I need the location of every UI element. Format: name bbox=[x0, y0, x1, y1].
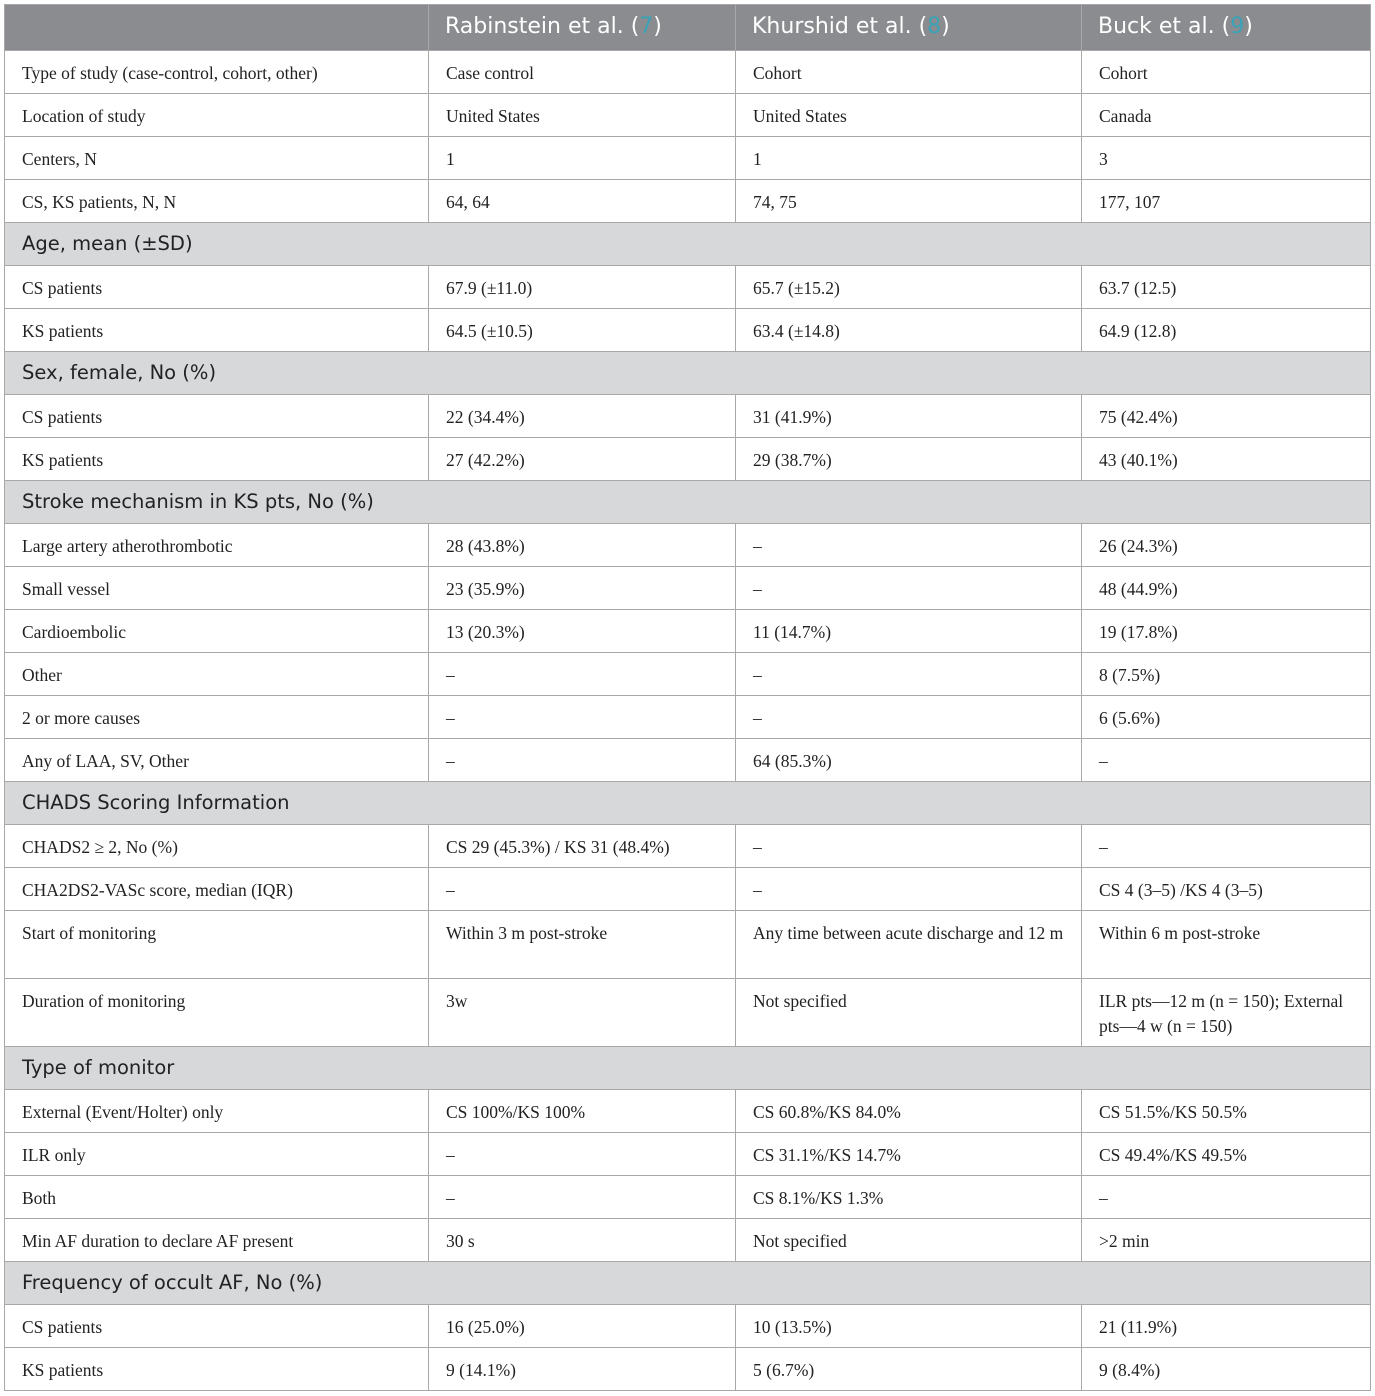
table-row bbox=[5, 309, 1371, 352]
table-row bbox=[5, 979, 1371, 1047]
row-label: Location of study bbox=[5, 94, 429, 137]
table-cell: 74, 75 bbox=[736, 180, 1082, 223]
study-comparison-table bbox=[4, 4, 1371, 1391]
header-study-buck bbox=[1082, 5, 1371, 51]
row-label: ILR only bbox=[5, 1133, 429, 1176]
row-label: KS patients bbox=[5, 309, 429, 352]
table-cell: – bbox=[429, 868, 736, 911]
table-cell: 10 (13.5%) bbox=[736, 1305, 1082, 1348]
table-row bbox=[5, 1133, 1371, 1176]
table-cell: – bbox=[429, 653, 736, 696]
table-cell: CS 4 (3–5) /KS 4 (3–5) bbox=[1082, 868, 1371, 911]
table-row bbox=[5, 911, 1371, 979]
table-cell: 29 (38.7%) bbox=[736, 438, 1082, 481]
table-row bbox=[5, 696, 1371, 739]
table-cell: 6 (5.6%) bbox=[1082, 696, 1371, 739]
table-cell: Not specified bbox=[736, 979, 1082, 1047]
table-cell: Within 6 m post-stroke bbox=[1082, 911, 1371, 979]
table-cell: – bbox=[736, 825, 1082, 868]
table-cell: 63.4 (±14.8) bbox=[736, 309, 1082, 352]
table-cell: 22 (34.4%) bbox=[429, 395, 736, 438]
table-row bbox=[5, 51, 1371, 94]
table-cell: 67.9 (±11.0) bbox=[429, 266, 736, 309]
table-cell: – bbox=[1082, 825, 1371, 868]
table-body bbox=[5, 51, 1371, 1391]
table-cell: – bbox=[736, 524, 1082, 567]
table-cell: CS 51.5%/KS 50.5% bbox=[1082, 1090, 1371, 1133]
table-row bbox=[5, 94, 1371, 137]
table-row bbox=[5, 653, 1371, 696]
section-header-row bbox=[5, 782, 1371, 825]
row-label: Other bbox=[5, 653, 429, 696]
section-title: Stroke mechanism in KS pts, No (%) bbox=[5, 481, 1371, 524]
study-name: Buck et al. ( bbox=[1098, 14, 1231, 39]
study-name: Rabinstein et al. ( bbox=[445, 14, 640, 39]
row-label: CS patients bbox=[5, 395, 429, 438]
table-cell: 64.5 (±10.5) bbox=[429, 309, 736, 352]
table-cell: Canada bbox=[1082, 94, 1371, 137]
table-row bbox=[5, 524, 1371, 567]
table-row bbox=[5, 1219, 1371, 1262]
study-close-paren: ) bbox=[941, 14, 950, 39]
row-label: Min AF duration to declare AF present bbox=[5, 1219, 429, 1262]
study-close-paren: ) bbox=[1244, 14, 1253, 39]
table-cell: 43 (40.1%) bbox=[1082, 438, 1371, 481]
table-cell: – bbox=[429, 696, 736, 739]
row-label: CS patients bbox=[5, 1305, 429, 1348]
reference-link[interactable]: 9 bbox=[1230, 14, 1245, 39]
table-cell: CS 60.8%/KS 84.0% bbox=[736, 1090, 1082, 1133]
row-label: Small vessel bbox=[5, 567, 429, 610]
table-cell: 11 (14.7%) bbox=[736, 610, 1082, 653]
table-cell: 31 (41.9%) bbox=[736, 395, 1082, 438]
table-cell: 9 (14.1%) bbox=[429, 1348, 736, 1391]
row-label: Large artery atherothrombotic bbox=[5, 524, 429, 567]
table-cell: 21 (11.9%) bbox=[1082, 1305, 1371, 1348]
table-cell: 64.9 (12.8) bbox=[1082, 309, 1371, 352]
table-cell: – bbox=[429, 1133, 736, 1176]
row-label: KS patients bbox=[5, 1348, 429, 1391]
table-row bbox=[5, 739, 1371, 782]
table-row bbox=[5, 1348, 1371, 1391]
header-study-khurshid bbox=[736, 5, 1082, 51]
row-label: Centers, N bbox=[5, 137, 429, 180]
table-row bbox=[5, 1090, 1371, 1133]
table-cell: – bbox=[429, 1176, 736, 1219]
table-row bbox=[5, 825, 1371, 868]
table-cell: – bbox=[736, 653, 1082, 696]
section-header-row bbox=[5, 1047, 1371, 1090]
row-label: KS patients bbox=[5, 438, 429, 481]
table-cell: 26 (24.3%) bbox=[1082, 524, 1371, 567]
table-row bbox=[5, 1305, 1371, 1348]
row-label: Both bbox=[5, 1176, 429, 1219]
section-title: Type of monitor bbox=[5, 1047, 1371, 1090]
row-label: 2 or more causes bbox=[5, 696, 429, 739]
table-cell: 16 (25.0%) bbox=[429, 1305, 736, 1348]
section-title: Sex, female, No (%) bbox=[5, 352, 1371, 395]
table-cell: 177, 107 bbox=[1082, 180, 1371, 223]
table-cell: 1 bbox=[736, 137, 1082, 180]
table-cell: 1 bbox=[429, 137, 736, 180]
reference-link[interactable]: 8 bbox=[927, 14, 942, 39]
table-row bbox=[5, 567, 1371, 610]
table-row bbox=[5, 395, 1371, 438]
table-cell: CS 100%/KS 100% bbox=[429, 1090, 736, 1133]
row-label: External (Event/Holter) only bbox=[5, 1090, 429, 1133]
section-title: Frequency of occult AF, No (%) bbox=[5, 1262, 1371, 1305]
table-row bbox=[5, 137, 1371, 180]
header-empty-cell bbox=[5, 5, 429, 51]
table-header bbox=[5, 5, 1371, 51]
section-header-row bbox=[5, 352, 1371, 395]
row-label: Any of LAA, SV, Other bbox=[5, 739, 429, 782]
table-cell: 75 (42.4%) bbox=[1082, 395, 1371, 438]
section-header-row bbox=[5, 481, 1371, 524]
row-label: Cardioembolic bbox=[5, 610, 429, 653]
table-cell: Case control bbox=[429, 51, 736, 94]
reference-link[interactable]: 7 bbox=[639, 14, 654, 39]
table-cell: Cohort bbox=[736, 51, 1082, 94]
table-cell: 27 (42.2%) bbox=[429, 438, 736, 481]
table-cell: 3w bbox=[429, 979, 736, 1047]
table-row bbox=[5, 1176, 1371, 1219]
study-name: Khurshid et al. ( bbox=[752, 14, 928, 39]
table-cell: 64 (85.3%) bbox=[736, 739, 1082, 782]
row-label: CS, KS patients, N, N bbox=[5, 180, 429, 223]
table-cell: 13 (20.3%) bbox=[429, 610, 736, 653]
table-cell: 23 (35.9%) bbox=[429, 567, 736, 610]
table-row bbox=[5, 868, 1371, 911]
table-cell: – bbox=[736, 696, 1082, 739]
table-cell: 30 s bbox=[429, 1219, 736, 1262]
table-cell: 65.7 (±15.2) bbox=[736, 266, 1082, 309]
row-label: Type of study (case-control, cohort, other) bbox=[5, 51, 429, 94]
table-row bbox=[5, 610, 1371, 653]
study-close-paren: ) bbox=[653, 14, 662, 39]
table-cell: Any time between acute discharge and 12 m bbox=[736, 911, 1082, 979]
row-label: CHA2DS2-VASc score, median (IQR) bbox=[5, 868, 429, 911]
table-cell: ILR pts—12 m (n = 150); External pts—4 w (n = 150) bbox=[1082, 979, 1371, 1047]
table-cell: CS 29 (45.3%) / KS 31 (48.4%) bbox=[429, 825, 736, 868]
table-cell: – bbox=[1082, 739, 1371, 782]
table-row bbox=[5, 438, 1371, 481]
header-study-rabinstein bbox=[429, 5, 736, 51]
table-cell: 19 (17.8%) bbox=[1082, 610, 1371, 653]
section-title: CHADS Scoring Information bbox=[5, 782, 1371, 825]
table-cell: United States bbox=[429, 94, 736, 137]
table-cell: – bbox=[736, 868, 1082, 911]
table-cell: CS 8.1%/KS 1.3% bbox=[736, 1176, 1082, 1219]
row-label: CS patients bbox=[5, 266, 429, 309]
table-row bbox=[5, 180, 1371, 223]
table-cell: – bbox=[429, 739, 736, 782]
section-title: Age, mean (±SD) bbox=[5, 223, 1371, 266]
table-cell: Not specified bbox=[736, 1219, 1082, 1262]
header-row bbox=[5, 5, 1371, 51]
table-cell: >2 min bbox=[1082, 1219, 1371, 1262]
table-cell: 64, 64 bbox=[429, 180, 736, 223]
table-cell: 9 (8.4%) bbox=[1082, 1348, 1371, 1391]
table-cell: 5 (6.7%) bbox=[736, 1348, 1082, 1391]
table-cell: 28 (43.8%) bbox=[429, 524, 736, 567]
table-cell: – bbox=[736, 567, 1082, 610]
table-cell: CS 49.4%/KS 49.5% bbox=[1082, 1133, 1371, 1176]
row-label: Start of monitoring bbox=[5, 911, 429, 979]
table-cell: 3 bbox=[1082, 137, 1371, 180]
section-header-row bbox=[5, 1262, 1371, 1305]
table-cell: 63.7 (12.5) bbox=[1082, 266, 1371, 309]
table-cell: 8 (7.5%) bbox=[1082, 653, 1371, 696]
section-header-row bbox=[5, 223, 1371, 266]
table-cell: 48 (44.9%) bbox=[1082, 567, 1371, 610]
table-cell: – bbox=[1082, 1176, 1371, 1219]
row-label: Duration of monitoring bbox=[5, 979, 429, 1047]
table-cell: United States bbox=[736, 94, 1082, 137]
table-cell: Cohort bbox=[1082, 51, 1371, 94]
table-cell: CS 31.1%/KS 14.7% bbox=[736, 1133, 1082, 1176]
table-row bbox=[5, 266, 1371, 309]
table-cell: Within 3 m post-stroke bbox=[429, 911, 736, 979]
row-label: CHADS2 ≥ 2, No (%) bbox=[5, 825, 429, 868]
